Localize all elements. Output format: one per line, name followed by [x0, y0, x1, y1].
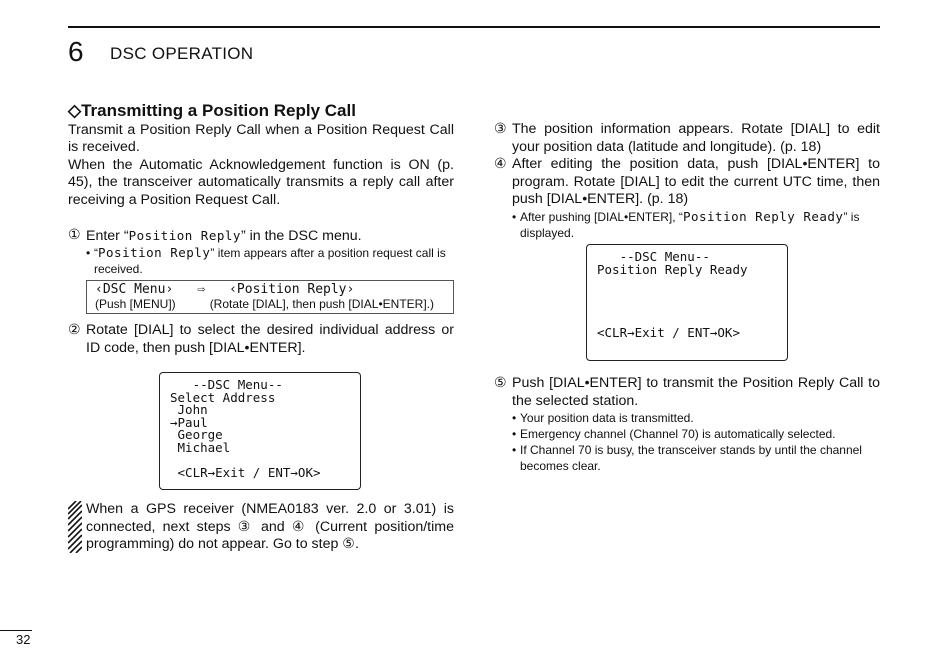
step-text: After editing the position data, push [DIAL•ENTER] to program. Rotate [DIAL] to edit the current UTC time, then push [DIAL•ENTER]. (p. 18) [512, 156, 880, 208]
arrow-icon: ⇨ [197, 282, 206, 298]
left-column [68, 102, 454, 357]
lcd-text: Position Reply [128, 227, 241, 243]
header-rule [68, 26, 880, 28]
step-4 [494, 156, 880, 209]
step-text: Rotate [DIAL] to select the desired individual address or ID code, then push [DIAL•ENTER]. [86, 322, 454, 356]
note-hatch-icon [68, 501, 86, 559]
gps-note [68, 501, 454, 559]
right-column [494, 121, 880, 241]
page-number: 32 [16, 632, 31, 647]
step-3 [494, 121, 880, 156]
step-number: ③ [494, 121, 507, 137]
step-5-block [494, 375, 880, 474]
step-5 [494, 375, 880, 410]
menu-push-instruction: (Push [MENU]) [95, 297, 176, 312]
step-1: ① Enter “Position Reply” in the DSC menu. [68, 226, 362, 244]
gps-note-text: When a GPS receiver (NMEA0183 ver. 2.0 or 3.01) is connected, next steps ③ and ④ (Current position/time programming) do not appear. Go to step ⑤. [86, 501, 454, 553]
chapter-title: DSC OPERATION [110, 44, 254, 63]
step-number: ② [68, 322, 81, 339]
step-number: ① [68, 226, 81, 243]
intro-paragraph-2: When the Automatic Acknowledgement function is ON (p. 45), the transceiver automatically transmits a reply call after receiving a Position Request Call. [68, 156, 454, 208]
step-number: ④ [494, 156, 507, 173]
menu-rotate-instruction: (Rotate [DIAL], then push [DIAL•ENTER].) [209, 297, 434, 312]
step-text: Push [DIAL•ENTER] to transmit the Position Reply Call to the selected station. [512, 375, 880, 409]
step-4-note: • After pushing [DIAL•ENTER], “Position Reply Ready” is displayed. [512, 208, 860, 240]
step-text: The position information appears. Rotate [DIAL] to edit your position data (latitude and longitude). (p. 18) [512, 121, 880, 155]
step-2 [68, 322, 454, 357]
section-heading: ◇Transmitting a Position Reply Call [68, 101, 356, 120]
step-1-note: • “Position Reply” item appears after a position request call is received. [86, 245, 446, 277]
menu-path-box [86, 280, 454, 314]
step-5-notes: • Your position data is transmitted. • Emergency channel (Channel 70) is automatically selected. • If Channel 70 is busy, the transceiver stands by until the channel becomes clear. [512, 411, 862, 474]
footer-rule [0, 630, 32, 631]
menu-item-dsc: ‹DSC Menu› [95, 282, 174, 298]
intro-paragraph-1: Transmit a Position Reply Call when a Position Request Call is received. [68, 121, 454, 156]
lcd-screen-position-reply-ready: --DSC Menu-- Position Reply Ready <CLR→Exit / ENT→OK> [586, 244, 788, 361]
lcd-screen-select-address: --DSC Menu-- Select Address John →Paul George Michael <CLR→Exit / ENT→OK> [159, 372, 361, 490]
menu-item-position-reply: ‹Position Reply› [229, 282, 355, 298]
step-number: ⑤ [494, 375, 507, 391]
chapter-number: 6 [68, 36, 84, 67]
